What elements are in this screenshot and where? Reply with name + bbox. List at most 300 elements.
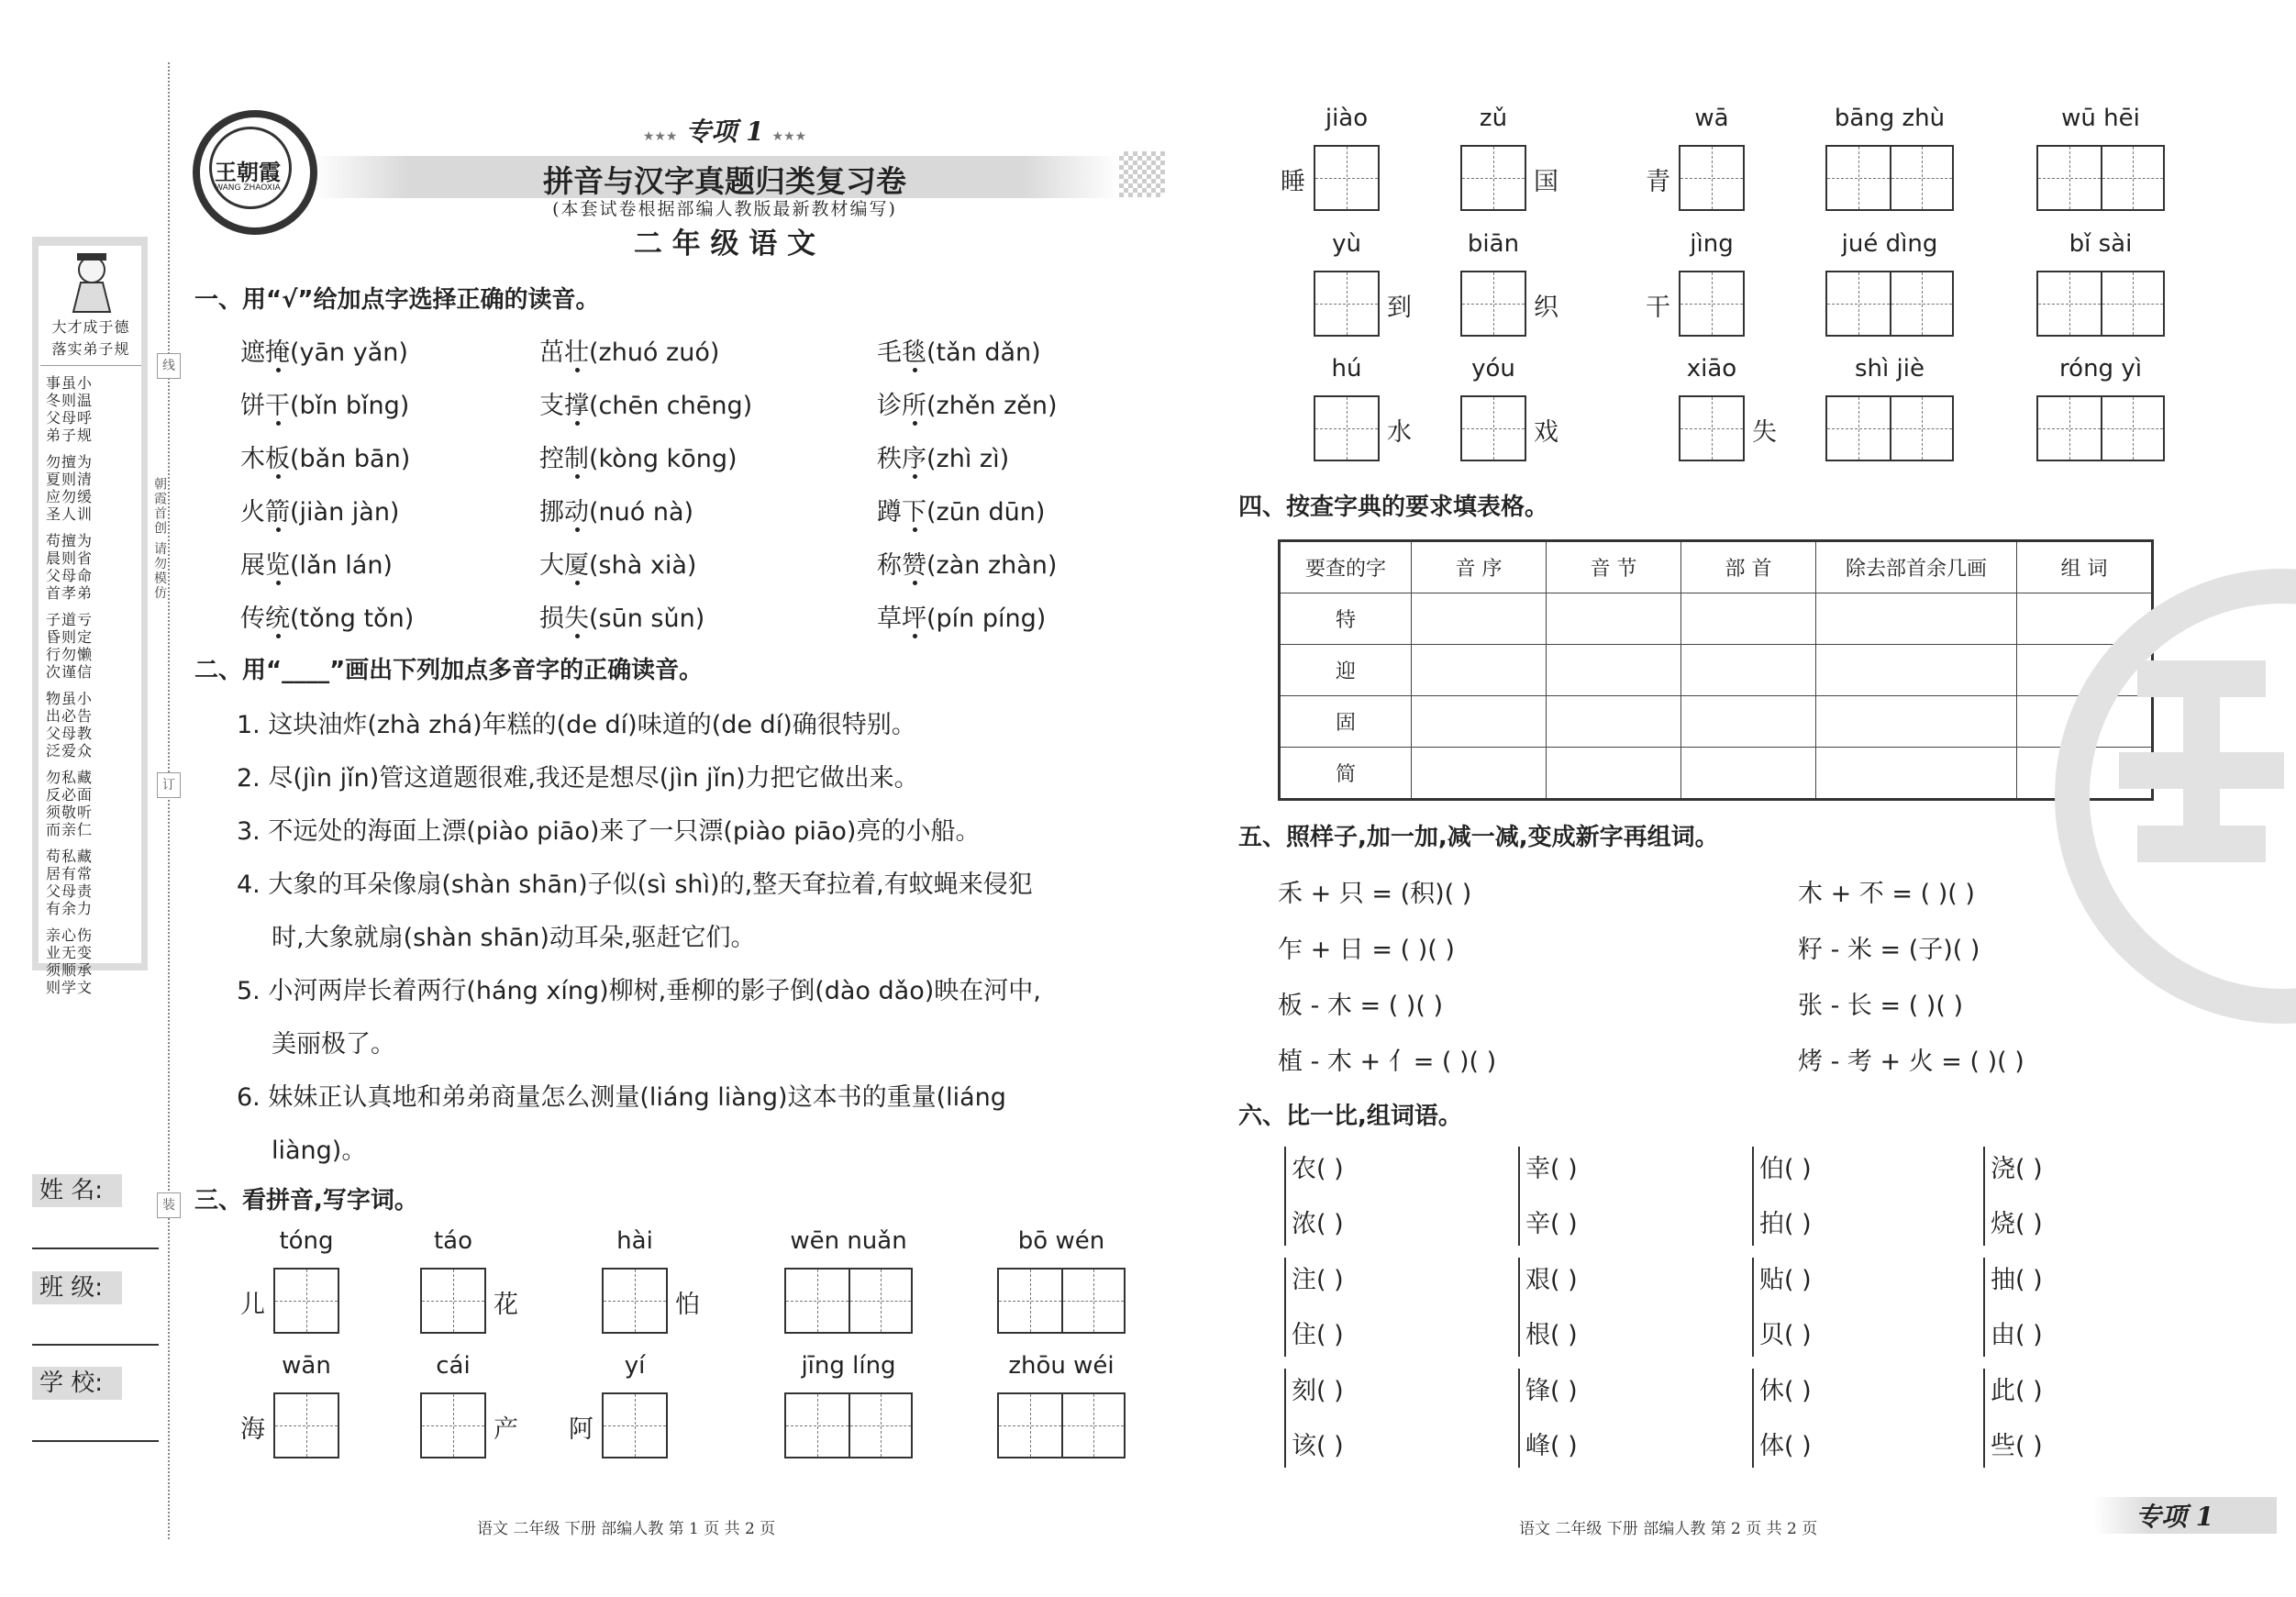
grid-cell[interactable] <box>275 1394 338 1457</box>
rule-text: 苟擅为 <box>46 532 94 549</box>
rule-text: 居有常 <box>46 865 94 882</box>
rule-text: 苟私藏 <box>46 848 94 865</box>
writing-grid[interactable] <box>2036 145 2165 211</box>
pinyin-options[interactable]: (lǎn lán) <box>290 551 393 580</box>
writing-grid[interactable] <box>1825 271 1954 337</box>
school-field[interactable] <box>32 1440 159 1442</box>
compare-word[interactable]: 农( ) <box>1292 1155 1344 1183</box>
dotted-char: 板 <box>265 445 290 473</box>
pinyin: jīng líng <box>801 1352 896 1380</box>
grade-title: 二 年 级 语 文 <box>633 227 816 261</box>
rule-text: 应勿缓 <box>46 488 94 505</box>
answer-cell[interactable] <box>1547 696 1681 748</box>
grid-cell[interactable] <box>1061 1394 1124 1457</box>
compare-word[interactable]: 休( ) <box>1759 1377 1812 1405</box>
word-char: 支 <box>539 392 564 420</box>
section-5-heading: 五、照样子,加一加,减一减,变成新字再组词。 <box>1238 824 1719 851</box>
pinyin: shì jiè <box>1855 355 1924 383</box>
section-1-heading: 一、用“√”给加点字选择正确的读音。 <box>194 286 600 314</box>
col-header: 除去部首余几画 <box>1816 541 2017 593</box>
grid-cell[interactable] <box>786 1270 849 1332</box>
answer-cell[interactable] <box>1816 696 2017 748</box>
grid-cell[interactable] <box>1315 272 1378 335</box>
given-char: 阿 <box>569 1415 593 1444</box>
compare-word[interactable]: 伯( ) <box>1759 1155 1812 1183</box>
grid-cell[interactable] <box>422 1270 484 1332</box>
word-char: 传 <box>240 604 265 633</box>
rule-text: 而亲仁 <box>46 821 94 838</box>
section-4-heading: 四、按查字典的要求填表格。 <box>1238 494 1549 521</box>
rule-text: 有余力 <box>46 900 94 917</box>
pinyin: hài <box>616 1227 653 1255</box>
dotted-char: 箭 <box>265 498 290 527</box>
word-char: 秩 <box>877 445 902 473</box>
pinyin-options[interactable]: (bǐn bǐng) <box>290 392 410 420</box>
grid-cell[interactable] <box>604 1394 666 1457</box>
class-field[interactable] <box>32 1344 159 1346</box>
pinyin: wū hēi <box>2061 105 2140 132</box>
answer-cell[interactable] <box>1412 645 1547 696</box>
dictionary-table <box>1278 539 2154 801</box>
writing-grid[interactable] <box>1314 271 1380 337</box>
rule-text: 父母教 <box>46 725 94 742</box>
choice-item <box>877 332 1041 368</box>
group-brace <box>1518 1258 1520 1357</box>
cut-mark: 订 <box>157 772 181 798</box>
s2-line-4: 4. 大象的耳朵像扇(shàn shān)子似(sì shì)的,整天耷拉着,有蚊蝇来侵犯 <box>237 871 1033 899</box>
grid-cell[interactable] <box>1462 272 1525 335</box>
compare-word[interactable]: 此( ) <box>1991 1377 2043 1405</box>
group-brace <box>1284 1147 1286 1246</box>
given-char: 儿 <box>240 1291 265 1319</box>
compare-word[interactable]: 该( ) <box>1292 1432 1344 1460</box>
pinyin: jiào <box>1325 105 1369 132</box>
dotted-char: 掩 <box>265 338 290 367</box>
pinyin-options[interactable]: (pín píng) <box>926 604 1047 633</box>
series-label <box>514 112 936 149</box>
motto-line-2: 落实弟子规 <box>51 340 130 358</box>
divider <box>40 365 141 366</box>
pinyin-options[interactable]: (yān yǎn) <box>290 338 408 367</box>
grid-cell[interactable] <box>1315 147 1378 209</box>
group-brace <box>1752 1147 1754 1246</box>
grid-cell[interactable] <box>1890 147 1952 209</box>
writing-grid[interactable] <box>784 1268 913 1334</box>
dotted-char: 失 <box>564 604 589 633</box>
col-header: 要查的字 <box>1280 541 1412 593</box>
pinyin: wēn nuǎn <box>790 1227 907 1255</box>
dotted-char: 坪 <box>902 604 926 633</box>
word-char: 称 <box>877 551 902 580</box>
pinyin: tóng <box>279 1227 334 1255</box>
col-header: 音 序 <box>1412 541 1547 593</box>
writing-grid[interactable] <box>997 1392 1126 1458</box>
pinyin-options[interactable]: (zūn dūn) <box>926 498 1046 527</box>
rule-text: 事虽小 <box>46 374 94 392</box>
rule-text: 行勿懒 <box>46 646 94 663</box>
dotted-char: 制 <box>564 445 589 473</box>
answer-cell[interactable] <box>1412 696 1547 748</box>
table-row <box>1280 748 2153 800</box>
writing-grid[interactable] <box>1825 145 1954 211</box>
rule-text: 弟子规 <box>46 427 94 444</box>
pinyin-options[interactable]: (zhuó zuó) <box>589 338 720 367</box>
writing-grid[interactable] <box>1460 145 1526 211</box>
name-label: 姓 名: <box>32 1174 122 1207</box>
writing-grid[interactable] <box>1679 271 1745 337</box>
group-brace <box>1284 1258 1286 1357</box>
answer-cell[interactable] <box>1681 748 1816 800</box>
rule-text: 晨则省 <box>46 549 94 567</box>
pinyin-options[interactable]: (jiàn jàn) <box>290 498 400 527</box>
rule-text: 首孝弟 <box>46 584 94 602</box>
given-char: 戏 <box>1534 418 1558 447</box>
writing-grid[interactable] <box>1314 145 1380 211</box>
pinyin: róng yì <box>2059 355 2142 383</box>
s2-line-6b: liàng)。 <box>272 1137 367 1165</box>
compare-word[interactable]: 由( ) <box>1991 1321 2043 1349</box>
s2-line-5b: 美丽极了。 <box>272 1030 395 1059</box>
dotted-char: 厦 <box>564 551 589 580</box>
rule-text: 昏则定 <box>46 628 94 646</box>
choice-item <box>539 598 704 634</box>
word-char: 大 <box>539 551 564 580</box>
writing-grid[interactable] <box>1679 395 1745 461</box>
grid-cell[interactable] <box>422 1394 484 1457</box>
col-header: 音 节 <box>1547 541 1681 593</box>
rule-text: 父母呼 <box>46 409 94 427</box>
stars-right: ★★★ <box>771 129 807 144</box>
compare-word[interactable]: 住( ) <box>1292 1321 1344 1349</box>
dotted-char: 序 <box>902 445 926 473</box>
pinyin-options[interactable]: (bǎn bān) <box>290 445 411 473</box>
grid-cell[interactable] <box>275 1270 338 1332</box>
given-char: 失 <box>1752 418 1777 447</box>
choice-item <box>240 332 408 368</box>
word-char: 饼 <box>240 392 265 420</box>
rule-text: 勿私藏 <box>46 769 94 786</box>
compare-word[interactable]: 刻( ) <box>1292 1377 1344 1405</box>
answer-cell[interactable] <box>1412 593 1547 645</box>
rule-text: 次谨信 <box>46 663 94 681</box>
pinyin: wā <box>1694 105 1729 132</box>
compare-word[interactable]: 注( ) <box>1292 1266 1344 1294</box>
choice-item <box>877 492 1045 527</box>
group-brace <box>1284 1369 1286 1468</box>
pinyin: cái <box>436 1352 471 1380</box>
lookup-char: 简 <box>1280 748 1412 800</box>
given-char: 干 <box>1646 294 1670 322</box>
word-char: 蹲 <box>877 498 902 527</box>
pinyin: bāng zhù <box>1834 105 1946 132</box>
compare-word[interactable]: 辛( ) <box>1525 1210 1578 1238</box>
pinyin: xiāo <box>1686 355 1737 383</box>
writing-grid[interactable] <box>420 1392 486 1458</box>
grid-cell[interactable] <box>1680 397 1743 460</box>
rule-text: 夏则清 <box>46 471 94 488</box>
section-6-heading: 六、比一比,组词语。 <box>1238 1103 1462 1130</box>
grid-cell[interactable] <box>1061 1270 1124 1332</box>
compare-word[interactable]: 根( ) <box>1525 1321 1578 1349</box>
table-row <box>1280 645 2153 696</box>
pinyin-options[interactable]: (zàn zhàn) <box>926 551 1058 580</box>
compare-word[interactable]: 贝( ) <box>1759 1321 1812 1349</box>
writing-grid[interactable] <box>2036 271 2165 337</box>
choice-item <box>539 332 719 368</box>
answer-cell[interactable] <box>1816 748 2017 800</box>
s2-line-5: 5. 小河两岸长着两行(háng xíng)柳树,垂柳的影子倒(dào dǎo)映在河中, <box>237 977 1041 1005</box>
pinyin: yù <box>1332 230 1361 258</box>
pinyin: jué dìng <box>1841 230 1938 258</box>
s5-right-1: 木 + 不 = ( )( ) <box>1798 880 1975 908</box>
rule-text: 泛爱众 <box>46 742 94 760</box>
grid-cell[interactable] <box>2101 272 2163 335</box>
rule-text: 勿擅为 <box>46 453 94 471</box>
rule-text: 父母责 <box>46 882 94 900</box>
writing-grid[interactable] <box>602 1392 668 1458</box>
compare-word[interactable]: 贴( ) <box>1759 1266 1812 1294</box>
choice-item <box>877 385 1058 421</box>
pinyin: táo <box>433 1227 473 1255</box>
given-char: 海 <box>240 1415 265 1444</box>
grid-cell[interactable] <box>2101 147 2163 209</box>
pinyin-options[interactable]: (tǒng tǒn) <box>290 604 415 633</box>
dotted-char: 干 <box>265 392 290 420</box>
word-char: 火 <box>240 498 265 527</box>
pinyin: bǐ sài <box>2069 230 2133 258</box>
given-char: 怕 <box>675 1291 700 1319</box>
choice-item <box>877 598 1046 634</box>
grid-cell[interactable] <box>2038 147 2101 209</box>
compare-word[interactable]: 拍( ) <box>1759 1210 1812 1238</box>
choice-item <box>240 545 393 581</box>
grid-cell[interactable] <box>2038 272 2101 335</box>
rule-text: 反必面 <box>46 786 94 804</box>
writing-grid[interactable] <box>1825 395 1954 461</box>
writing-grid[interactable] <box>1460 395 1526 461</box>
grid-cell[interactable] <box>1827 147 1890 209</box>
grid-cell[interactable] <box>2038 397 2101 460</box>
writing-grid[interactable] <box>1314 395 1380 461</box>
given-char: 花 <box>494 1291 518 1319</box>
rule-text: 出必告 <box>46 707 94 725</box>
writing-grid[interactable] <box>1460 271 1526 337</box>
answer-cell[interactable] <box>1547 593 1681 645</box>
grid-cell[interactable] <box>1462 147 1525 209</box>
choice-item <box>240 492 399 527</box>
pinyin-options[interactable]: (nuó nà) <box>589 498 694 527</box>
cut-line <box>168 62 170 1539</box>
writing-grid[interactable] <box>273 1392 339 1458</box>
grid-cell[interactable] <box>1680 272 1743 335</box>
rule-text: 圣人训 <box>46 505 94 523</box>
pinyin: jìng <box>1690 230 1734 258</box>
rule-text: 冬则温 <box>46 392 94 409</box>
answer-cell[interactable] <box>1816 593 2017 645</box>
rule-text: 子道亏 <box>46 611 94 628</box>
pinyin-options[interactable]: (zhì zì) <box>926 445 1010 473</box>
grid-cell[interactable] <box>1315 397 1378 460</box>
writing-grid[interactable] <box>997 1268 1126 1334</box>
dotted-char: 动 <box>564 498 589 527</box>
s5-right-4: 烤 - 考 + 火 = ( )( ) <box>1798 1048 2024 1076</box>
grid-cell[interactable] <box>1827 272 1890 335</box>
answer-cell[interactable] <box>1412 748 1547 800</box>
group-brace <box>1518 1369 1520 1468</box>
motto-line-1: 大才成于德 <box>51 318 130 336</box>
compare-word[interactable]: 锋( ) <box>1525 1377 1578 1405</box>
page-subtitle: (本套试卷根据部编人教版最新教材编写) <box>552 199 897 219</box>
compare-word[interactable]: 浓( ) <box>1292 1210 1344 1238</box>
compare-word[interactable]: 抽( ) <box>1991 1266 2043 1294</box>
s5-left-4: 植 - 木 + 亻= ( )( ) <box>1278 1048 1497 1076</box>
group-brace <box>1983 1258 1985 1357</box>
grid-cell[interactable] <box>999 1394 1061 1457</box>
pinyin-options[interactable]: (tǎn dǎn) <box>926 338 1041 367</box>
choice-item <box>539 438 738 474</box>
grid-cell[interactable] <box>604 1270 666 1332</box>
pinyin: bō wén <box>1017 1227 1105 1255</box>
side-note: 朝霞首创 请勿模仿 <box>152 477 167 601</box>
grid-cell[interactable] <box>786 1394 849 1457</box>
compare-word[interactable]: 浇( ) <box>1991 1155 2043 1183</box>
pinyin-options[interactable]: (kòng kōng) <box>589 445 738 473</box>
given-char: 睡 <box>1281 168 1305 196</box>
word-char: 毛 <box>877 338 902 367</box>
grid-cell[interactable] <box>849 1394 911 1457</box>
footer-right: 语文 二年级 下册 部编人教 第 2 页 共 2 页 <box>1519 1520 1818 1538</box>
dotted-char: 壮 <box>564 338 589 367</box>
rule-text: 则学文 <box>46 979 94 996</box>
given-char: 国 <box>1534 168 1558 196</box>
group-brace <box>1983 1147 1985 1246</box>
group-brace <box>1752 1258 1754 1357</box>
pinyin: yí <box>624 1352 646 1380</box>
given-char: 织 <box>1534 294 1558 322</box>
word-char: 诊 <box>877 392 902 420</box>
checker-decoration <box>1119 151 1165 197</box>
word-char: 控 <box>539 445 564 473</box>
writing-grid[interactable] <box>2036 395 2165 461</box>
s2-line-3: 3. 不远处的海面上漂(piào piāo)来了一只漂(piào piāo)亮的小船。 <box>237 817 981 846</box>
s2-line-4b: 时,大象就扇(shàn shān)动耳朵,驱赶它们。 <box>272 924 756 952</box>
grid-cell[interactable] <box>2101 397 2163 460</box>
writing-grid[interactable] <box>420 1268 486 1334</box>
choice-item <box>240 385 409 421</box>
writing-grid[interactable] <box>1679 145 1745 211</box>
compare-word[interactable]: 些( ) <box>1991 1432 2043 1460</box>
answer-cell[interactable] <box>1681 645 1816 696</box>
compare-word[interactable]: 烧( ) <box>1991 1210 2043 1238</box>
s2-line-6: 6. 妹妹正认真地和弟弟商量怎么测量(liáng liàng)这本书的重量(liáng <box>237 1083 1006 1112</box>
table-row <box>1280 593 2153 645</box>
word-char: 遮 <box>240 338 265 367</box>
lookup-char: 迎 <box>1280 645 1412 696</box>
page-title: 拼音与汉字真题归类复习卷 <box>543 163 906 199</box>
given-char: 到 <box>1387 294 1412 322</box>
table-row <box>1280 696 2153 748</box>
word-char: 展 <box>240 551 265 580</box>
compare-word[interactable]: 峰( ) <box>1525 1432 1578 1460</box>
s5-right-2: 籽 - 米 = (子)( ) <box>1798 936 1980 964</box>
writing-grid[interactable] <box>784 1392 913 1458</box>
rule-text: 须顺承 <box>46 961 94 979</box>
pinyin-options[interactable]: (chēn chēng) <box>589 392 753 420</box>
cut-mark: 线 <box>157 353 181 379</box>
choice-item <box>240 598 414 634</box>
dotted-char: 览 <box>265 551 290 580</box>
class-label: 班 级: <box>32 1271 122 1304</box>
compare-word[interactable]: 艰( ) <box>1525 1266 1578 1294</box>
choice-item <box>877 545 1057 581</box>
lookup-char: 特 <box>1280 593 1412 645</box>
disciple-rules <box>46 374 138 1005</box>
section-3-heading: 三、看拼音,写字词。 <box>194 1187 418 1214</box>
answer-cell[interactable] <box>1681 696 1816 748</box>
pinyin-options[interactable]: (shà xià) <box>589 551 697 580</box>
cut-mark: 装 <box>157 1192 181 1218</box>
answer-cell[interactable] <box>1547 645 1681 696</box>
choice-item <box>240 438 410 474</box>
dotted-char: 所 <box>902 392 926 420</box>
rule-text: 物虽小 <box>46 690 94 707</box>
table-header-row <box>1280 541 2153 593</box>
rule-text: 须敬听 <box>46 804 94 821</box>
pinyin: zǔ <box>1479 105 1508 132</box>
pinyin-options[interactable]: (sūn sǔn) <box>589 604 705 633</box>
choice-item <box>539 385 752 421</box>
answer-cell[interactable] <box>1816 645 2017 696</box>
dotted-char: 撑 <box>564 392 589 420</box>
answer-cell[interactable] <box>1681 593 1816 645</box>
word-char: 茁 <box>539 338 564 367</box>
dotted-char: 赞 <box>902 551 926 580</box>
word-char: 草 <box>877 604 902 633</box>
pinyin: wān <box>282 1352 331 1380</box>
s2-line-2: 2. 尽(jìn jǐn)管这道题很难,我还是想尽(jìn jǐn)力把它做出来。 <box>237 764 919 793</box>
grid-cell[interactable] <box>1462 397 1525 460</box>
pinyin: zhōu wéi <box>1008 1352 1115 1380</box>
writing-grid[interactable] <box>273 1268 339 1334</box>
grid-cell[interactable] <box>1680 147 1743 209</box>
writing-grid[interactable] <box>602 1268 668 1334</box>
logo-text: 王朝霞 <box>215 159 281 185</box>
grid-cell[interactable] <box>1890 397 1952 460</box>
watermark-icon <box>2119 642 2284 881</box>
compare-word[interactable]: 幸( ) <box>1525 1155 1578 1183</box>
grid-cell[interactable] <box>1827 397 1890 460</box>
group-brace <box>1983 1369 1985 1468</box>
pinyin-options[interactable]: (zhěn zěn) <box>926 392 1058 420</box>
s5-right-3: 张 - 长 = ( )( ) <box>1798 992 1963 1020</box>
rule-text: 父母命 <box>46 567 94 584</box>
s5-left-3: 板 - 木 = ( )( ) <box>1278 992 1443 1020</box>
footer-left: 语文 二年级 下册 部编人教 第 1 页 共 2 页 <box>477 1520 776 1538</box>
grid-cell[interactable] <box>849 1270 911 1332</box>
group-brace <box>1518 1147 1520 1246</box>
s2-line-1: 1. 这块油炸(zhà zhá)年糕的(de dí)味道的(de dí)确很特别。 <box>237 711 916 739</box>
word-char: 挪 <box>539 498 564 527</box>
grid-cell[interactable] <box>999 1270 1061 1332</box>
compare-word[interactable]: 体( ) <box>1759 1432 1812 1460</box>
name-field[interactable] <box>32 1248 159 1249</box>
pinyin: yóu <box>1471 355 1515 383</box>
grid-cell[interactable] <box>1890 272 1952 335</box>
pinyin: hú <box>1331 355 1362 383</box>
answer-cell[interactable] <box>1547 748 1681 800</box>
s5-left-2: 乍 + 日 = ( )( ) <box>1278 936 1455 964</box>
pinyin: biān <box>1467 230 1520 258</box>
